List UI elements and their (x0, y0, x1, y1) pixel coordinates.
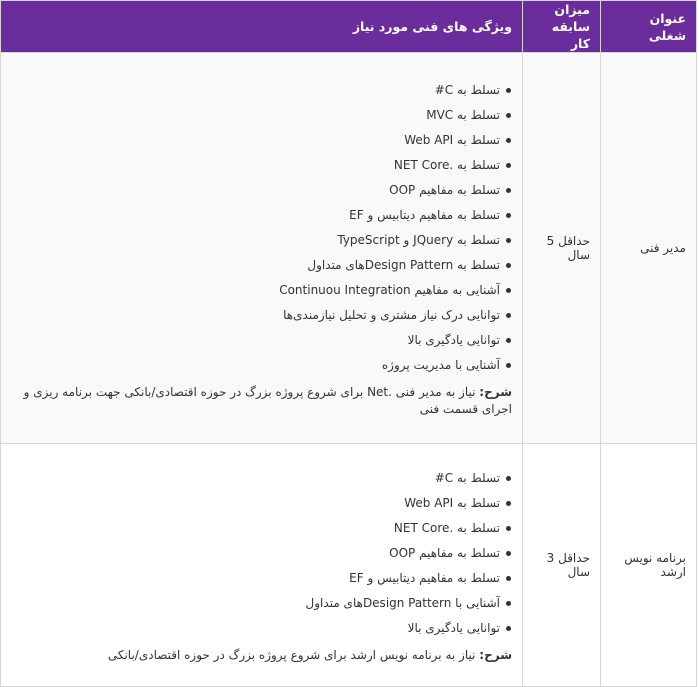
skill-text: تسلط به .NET Core (393, 521, 500, 535)
skill-text: تسلط به مفاهیم OOP (389, 183, 500, 197)
bullet-icon (506, 476, 511, 481)
description-text: نیاز به مدیر فنی .Net برای شروع پروژه بزرگ در حوزه اقتصادی/بانکی جهت برنامه ریزی و اجرای قسمت فنی (23, 385, 512, 416)
skill-text: آشنایی با Design Patternهای متداول (305, 596, 500, 610)
skill-text: تسلط به مفاهیم دیتابیس و EF (349, 208, 500, 222)
job-title-cell: مدیر فنی (601, 53, 697, 444)
table-body (1, 53, 697, 687)
bullet-icon (506, 576, 511, 581)
skill-item (1, 466, 512, 491)
header-row (1, 1, 697, 53)
table-row (1, 444, 697, 687)
bullet-icon (506, 288, 511, 293)
skill-item (1, 303, 512, 328)
skill-text: تسلط به C# (434, 471, 500, 485)
bullet-icon (506, 138, 511, 143)
bullet-icon (506, 551, 511, 556)
description-text: نیاز به برنامه نویس ارشد برای شروع پروژه بزرگ در حوزه اقتصادی/بانکی (107, 648, 476, 662)
skill-text: آشنایی با مدیریت پروژه (381, 358, 500, 372)
skills-list (1, 78, 512, 378)
header-job-title: عنوان شغلی (601, 1, 697, 53)
skill-item (1, 541, 512, 566)
skill-item (1, 616, 512, 641)
skill-text: تسلط به C# (434, 83, 500, 97)
bullet-icon (506, 213, 511, 218)
skill-item (1, 278, 512, 303)
bullet-icon (506, 88, 511, 93)
skill-item (1, 253, 512, 278)
job-title-cell: برنامه نویس ارشد (601, 444, 697, 687)
bullet-icon (506, 501, 511, 506)
skill-item (1, 78, 512, 103)
bullet-icon (506, 238, 511, 243)
bullet-icon (506, 113, 511, 118)
skill-item (1, 566, 512, 591)
skill-item (1, 178, 512, 203)
table-row (1, 53, 697, 444)
specs-cell (1, 53, 523, 444)
skill-text: تسلط به Web API (404, 496, 500, 510)
skill-text: تسلط به مفاهیم OOP (389, 546, 500, 560)
skill-item (1, 516, 512, 541)
description-label: شرح: (479, 648, 512, 662)
bullet-icon (506, 263, 511, 268)
job-description (1, 384, 512, 418)
skill-text: تسلط به .NET Core (393, 158, 500, 172)
header-technical-specs: ویژگی های فنی مورد نیاز (1, 1, 523, 53)
job-description (1, 647, 512, 664)
bullet-icon (506, 601, 511, 606)
table-header (1, 1, 697, 53)
skill-item (1, 353, 512, 378)
skill-item (1, 491, 512, 516)
experience-cell: حداقل 3 سال (523, 444, 601, 687)
skill-item (1, 103, 512, 128)
skill-text: تسلط به Web API (404, 133, 500, 147)
bullet-icon (506, 363, 511, 368)
description-label: شرح: (479, 385, 512, 399)
bullet-icon (506, 188, 511, 193)
skill-text: تسلط به Design Patternهای متداول (307, 258, 500, 272)
experience-cell: حداقل 5 سال (523, 53, 601, 444)
bullet-icon (506, 526, 511, 531)
skill-item (1, 203, 512, 228)
skill-text: تسلط به MVC (426, 108, 500, 122)
specs-cell (1, 444, 523, 687)
bullet-icon (506, 163, 511, 168)
skill-text: توانایی یادگیری بالا (407, 333, 500, 347)
skill-text: توانایی درک نیاز مشتری و تحلیل نیازمندی‌ها (283, 308, 500, 322)
skill-item (1, 128, 512, 153)
bullet-icon (506, 313, 511, 318)
skill-item (1, 328, 512, 353)
skill-text: تسلط به مفاهیم دیتابیس و EF (349, 571, 500, 585)
skill-text: آشنایی به مفاهیم Continuou Integration (279, 283, 500, 297)
skills-list (1, 466, 512, 641)
header-experience: میزان سابقه کار (523, 1, 601, 53)
bullet-icon (506, 338, 511, 343)
skill-text: تسلط به JQuery و TypeScript (337, 233, 500, 247)
skill-item (1, 591, 512, 616)
skill-text: توانایی یادگیری بالا (407, 621, 500, 635)
skill-item (1, 228, 512, 253)
bullet-icon (506, 626, 511, 631)
skill-item (1, 153, 512, 178)
